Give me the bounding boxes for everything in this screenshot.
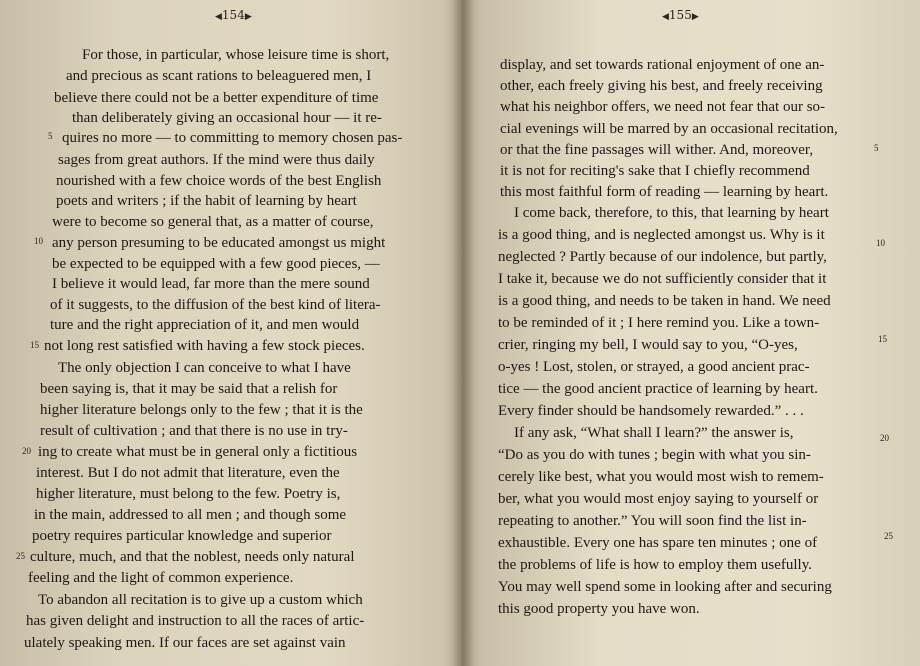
folio-ornament-icon: ▶ bbox=[691, 12, 699, 22]
text-line: ing to create what must be in general only a fictitious bbox=[38, 444, 358, 460]
folio-ornament-icon: ◀ bbox=[662, 12, 669, 22]
text-line: culture, much, and that the noblest, needs only natural bbox=[30, 549, 355, 565]
text-line: neglected ? Partly because of our indolence, but partly, bbox=[498, 249, 827, 265]
text-line: tice — the good ancient practice of learning by heart. bbox=[498, 381, 818, 397]
text-line: Every finder should be handsomely rewarded.” . . . bbox=[498, 403, 804, 419]
text-line: I come back, therefore, to this, that learning by heart bbox=[514, 205, 829, 221]
book-gutter bbox=[452, 0, 474, 666]
line-number: 25 bbox=[16, 551, 25, 561]
text-line: result of cultivation ; and that there is no use in try- bbox=[40, 423, 348, 439]
folio-ornament-icon: ▶ bbox=[244, 12, 252, 22]
text-line: interest. But I do not admit that literature, even the bbox=[36, 465, 340, 481]
right-page bbox=[462, 0, 920, 666]
text-line: You may well spend some in looking after and securing bbox=[498, 579, 832, 595]
text-line: is a good thing, and is neglected amongst us. Why is it bbox=[498, 227, 825, 243]
text-line: the problems of life is how to employ them usefully. bbox=[498, 557, 812, 573]
text-line: crier, ringing my bell, I would say to you, “O-yes, bbox=[498, 337, 798, 353]
text-line: “Do as you do with tunes ; begin with what you sin- bbox=[498, 447, 811, 463]
text-line: cial evenings will be marred by an occasional recitation, bbox=[500, 121, 838, 137]
text-line: than deliberately giving an occasional hour — it re- bbox=[72, 110, 382, 126]
text-line: believe there could not be a better expenditure of time bbox=[54, 90, 379, 106]
text-line: or that the fine passages will wither. And, moreover, bbox=[500, 142, 814, 158]
text-line: o-yes ! Lost, stolen, or strayed, a good ancient prac- bbox=[498, 359, 810, 375]
folio-ornament-icon: ◀ bbox=[215, 12, 222, 22]
line-number: 10 bbox=[34, 236, 43, 246]
text-line: higher literature, must belong to the few. Poetry is, bbox=[36, 486, 341, 502]
right-page-number-text: 155 bbox=[668, 8, 692, 22]
text-line: cerely like best, what you would most wish to remem- bbox=[498, 469, 824, 485]
text-line: it is not for reciting's sake that I chiefly recommend bbox=[500, 163, 810, 179]
text-line: to be reminded of it ; I here remind you. Like a town- bbox=[498, 315, 820, 331]
right-page-number bbox=[662, 8, 699, 22]
line-number: 15 bbox=[30, 340, 39, 350]
text-line: be expected to be equipped with a few good pieces, — bbox=[52, 256, 380, 272]
left-page-number bbox=[215, 8, 252, 22]
text-line: If any ask, “What shall I learn?” the answer is, bbox=[514, 425, 794, 441]
line-number: 5 bbox=[874, 143, 879, 153]
left-page-number-text: 154 bbox=[221, 8, 245, 22]
text-line: To abandon all recitation is to give up a custom which bbox=[38, 592, 363, 608]
line-number: 10 bbox=[876, 238, 885, 248]
line-number: 20 bbox=[22, 446, 31, 456]
line-number: 25 bbox=[884, 531, 893, 541]
text-line: The only objection I can conceive to what I have bbox=[58, 360, 351, 376]
text-line: display, and set towards rational enjoyment of one an- bbox=[500, 57, 825, 73]
text-line: what his neighbor offers, we need not fear that our so- bbox=[500, 99, 826, 115]
text-line: been saying is, that it may be said that a relish for bbox=[40, 381, 338, 397]
line-number: 20 bbox=[880, 433, 889, 443]
text-line: in the main, addressed to all men ; and though some bbox=[34, 507, 347, 523]
text-line: and precious as scant rations to beleaguered men, I bbox=[66, 68, 372, 84]
text-line: ber, what you would most enjoy saying to yourself or bbox=[498, 491, 819, 507]
text-line: sages from great authors. If the mind were thus daily bbox=[58, 152, 375, 168]
text-line: ulately speaking men. If our faces are set against vain bbox=[24, 635, 346, 651]
text-line: were to become so general that, as a matter of course, bbox=[52, 214, 374, 230]
text-line: poets and writers ; if the habit of learning by heart bbox=[56, 193, 357, 209]
text-line: this good property you have won. bbox=[498, 601, 700, 617]
text-line: poetry requires particular knowledge and superior bbox=[32, 528, 332, 544]
text-line: feeling and the light of common experience. bbox=[28, 570, 294, 586]
text-line: this most faithful form of reading — learning by heart. bbox=[500, 184, 829, 200]
text-line: I believe it would lead, far more than the mere sound bbox=[52, 276, 370, 292]
text-line: nourished with a few choice words of the best English bbox=[56, 173, 382, 189]
text-line: ture and the right appreciation of it, and men would bbox=[50, 317, 360, 333]
text-line: other, each freely giving his best, and freely receiving bbox=[500, 78, 823, 94]
line-number: 5 bbox=[48, 131, 53, 141]
text-line: not long rest satisfied with having a few stock pieces. bbox=[44, 338, 365, 354]
line-number: 15 bbox=[878, 334, 887, 344]
text-line: any person presuming to be educated amongst us might bbox=[52, 235, 386, 251]
text-line: is a good thing, and needs to be taken in hand. We need bbox=[498, 293, 831, 309]
text-line: repeating to another.” You will soon find the list in- bbox=[498, 513, 807, 529]
text-line: exhaustible. Every one has spare ten minutes ; one of bbox=[498, 535, 818, 551]
text-line: higher literature belongs only to the few ; that it is the bbox=[40, 402, 363, 418]
text-line: of it suggests, to the diffusion of the best kind of litera- bbox=[50, 297, 381, 313]
text-line: I take it, because we do not sufficiently consider that it bbox=[498, 271, 827, 287]
text-line: quires no more — to committing to memory chosen pas- bbox=[62, 130, 403, 146]
text-line: For those, in particular, whose leisure time is short, bbox=[82, 47, 390, 63]
text-line: has given delight and instruction to all the races of artic- bbox=[26, 613, 365, 629]
